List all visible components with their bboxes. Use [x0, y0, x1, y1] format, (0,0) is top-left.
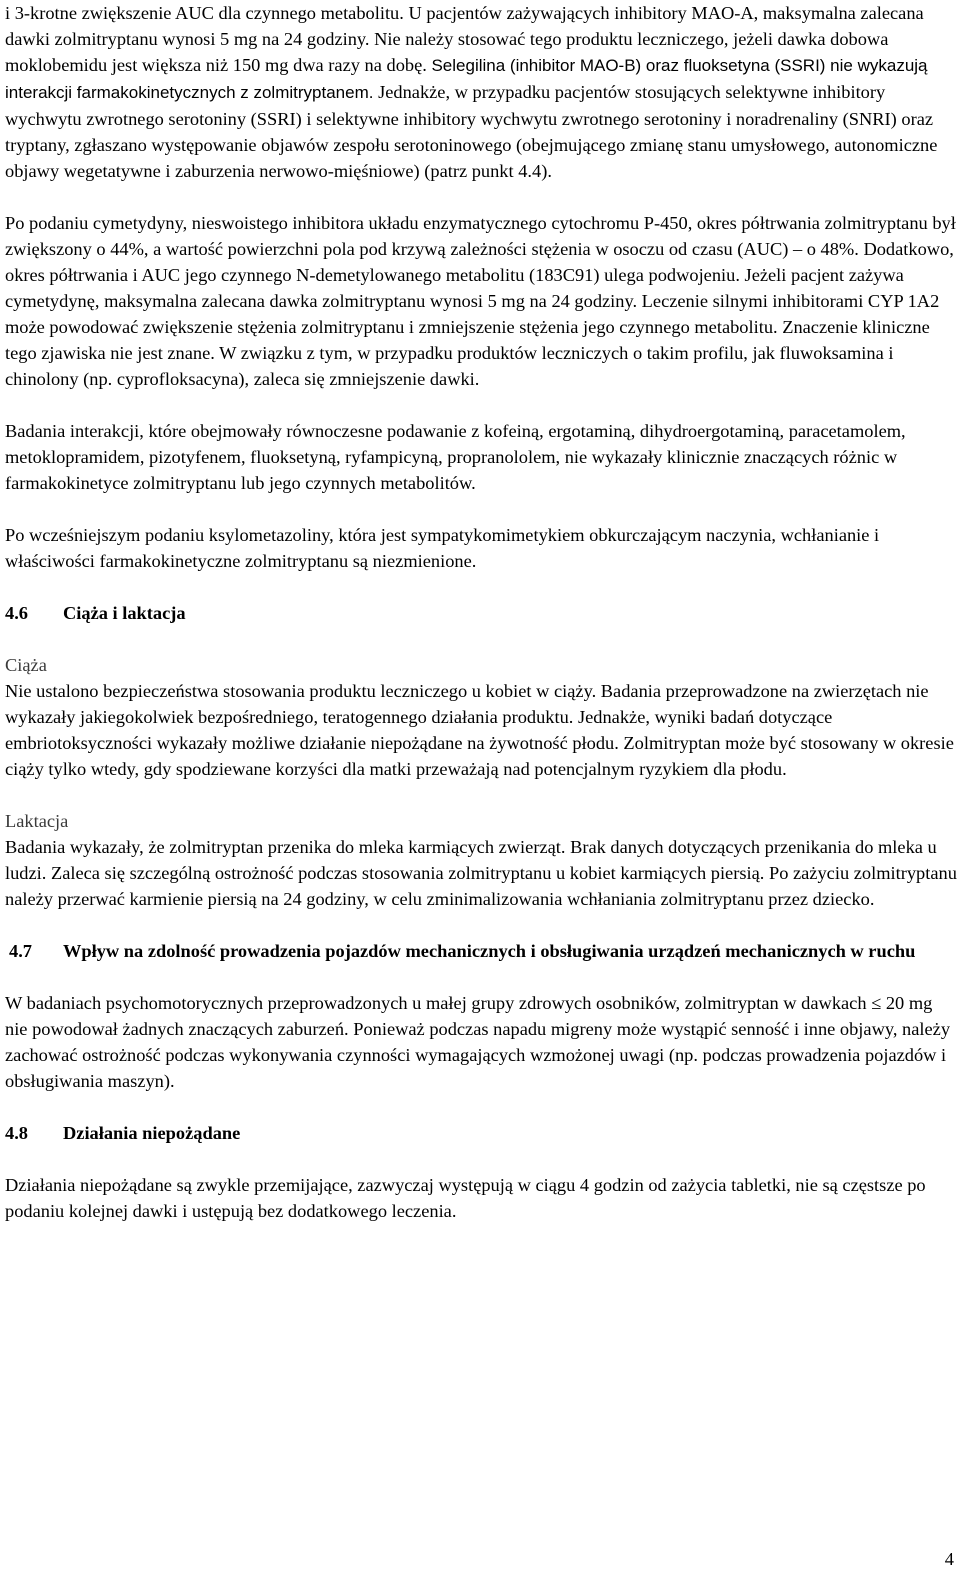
- lactation-paragraph: Badania wykazały, że zolmitryptan przenika do mleka karmiących zwierząt. Brak danych dotyczących przenikania do mleka u ludzi. Zaleca się szczególną ostrożność podczas stosowania zolmitryptanu u kobiet karmiących piersią. Po zażyciu zolmitryptanu należy przerwać karmienie piersią na 24 godziny, w celu zminimalizowania wchłaniania zolmitryptanu przez dziecko.: [5, 837, 957, 909]
- section-4-7-paragraph: W badaniach psychomotorycznych przeprowadzonych u małej grupy zdrowych osobników, zolmitryptan w dawkach ≤ 20 mg nie powodował żadnych znaczących zaburzeń. Ponieważ podczas napadu migreny może wystąpić senność i inne objawy, należy zachować ostrożność podczas wykonywania czynności wymagających wzmożonej uwagi (np. podczas prowadzenia pojazdów i obsługiwania maszyn).: [5, 993, 951, 1091]
- document-page: [5, 0, 957, 1250]
- section-4-6-heading: [5, 600, 957, 626]
- intro-text-sans: Selegilina (inhibitor MAO-B) oraz fluoksetyna (SSRI) nie wykazują interakcji farmakokinetycznych z zolmitryptanem.: [5, 56, 928, 102]
- pregnancy-label: Ciąża: [5, 655, 47, 675]
- section-4-7-number: 4.7: [9, 941, 32, 961]
- section-4-8-paragraph: Działania niepożądane są zwykle przemijające, zazwyczaj występują w ciągu 4 godzin od zażycia tabletki, nie są częstsze po podaniu kolejnej dawki i ustępują bez dodatkowego leczenia.: [5, 1175, 926, 1221]
- section-4-7-heading: [5, 938, 957, 964]
- intro-text-2: Jednakże, w przypadku pacjentów stosujących selektywne inhibitory wychwytu zwrotnego serotoniny (SSRI) i selektywne inhibitory wychwytu zwrotnego serotoniny i noradrenaliny (SNRI) oraz tryptany, zgłaszano występowanie objawów zespołu serotoninowego (obejmującego zmianę stanu umysłowego, autonomiczne objawy wegetatywne i zaburzenia nerwowo-mięśniowe) (patrz punkt 4.4).: [5, 82, 938, 181]
- section-4-7-title: Wpływ na zdolność prowadzenia pojazdów mechanicznych i obsługiwania urządzeń mechanicznych w ruchu: [63, 941, 916, 961]
- page-number: 4: [944, 1549, 954, 1569]
- intro-text-1: i 3-krotne zwiększenie AUC dla czynnego metabolitu. U pacjentów zażywających inhibitory MAO-A, maksymalna zalecana dawki zolmitryptanu wynosi 5 mg na 24 godziny. Nie należy stosować tego produktu leczniczego, jeżeli dawka dobowa moklobemidu jest większa niż 150 mg dwa razy na dobę.: [5, 3, 924, 75]
- section-4-8-heading: [5, 1120, 957, 1146]
- section-4-6-title: Ciąża i laktacja: [63, 603, 186, 623]
- section-4-8-number: 4.8: [5, 1123, 28, 1143]
- xylometazoline-paragraph: Po wcześniejszym podaniu ksylometazoliny, która jest sympatykomimetykiem obkurczającym naczynia, wchłanianie i właściwości farmakokinetyczne zolmitryptanu są niezmienione.: [5, 525, 880, 571]
- intro-paragraph: [5, 0, 957, 184]
- section-4-6-number: 4.6: [5, 603, 28, 623]
- pregnancy-paragraph: Nie ustalono bezpieczeństwa stosowania produktu leczniczego u kobiet w ciąży. Badania przeprowadzone na zwierzętach nie wykazały jakiegokolwiek bezpośredniego, teratogennego działania produktu. Jednakże, wyniki badań dotyczące embriotoksyczności wykazały możliwe działanie niepożądane na żywotność płodu. Zolmitryptan może być stosowany w okresie ciąży tylko wtedy, gdy spodziewane korzyści dla matki przeważają nad potencjalnym ryzykiem dla płodu.: [5, 681, 954, 779]
- cimetidine-paragraph: Po podaniu cymetydyny, nieswoistego inhibitora układu enzymatycznego cytochromu P-450, okres półtrwania zolmitryptanu był zwiększony o 44%, a wartość powierzchni pola pod krzywą zależności stężenia w osoczu od czasu (AUC) – o 48%. Dodatkowo, okres półtrwania i AUC jego czynnego N-demetylowanego metabolitu (183C91) ulega podwojeniu. Jeżeli pacjent zażywa cymetydynę, maksymalna zalecana dawka zolmitryptanu wynosi 5 mg na 24 godziny. Leczenie silnymi inhibitorami CYP 1A2 może powodować zwiększenie stężenia zolmitryptanu i zmniejszenie stężenia jego czynnego metabolitu. Znaczenie kliniczne tego zjawiska nie jest znane. W związku z tym, w przypadku produktów leczniczych o takim profilu, jak fluwoksamina i chinolony (np. cyprofloksacyna), zaleca się zmniejszenie dawki.: [5, 213, 956, 389]
- lactation-label: Laktacja: [5, 811, 69, 831]
- section-4-8-title: Działania niepożądane: [63, 1123, 241, 1143]
- interactions-paragraph: Badania interakcji, które obejmowały równoczesne podawanie z kofeiną, ergotaminą, dihydroergotaminą, paracetamolem, metoklopramidem, pizotyfenem, fluoksetyną, ryfampicyną, propranololem, nie wykazały klinicznie znaczących różnic w farmakokinetyce zolmitryptanu lub jego czynnych metabolitów.: [5, 421, 906, 493]
